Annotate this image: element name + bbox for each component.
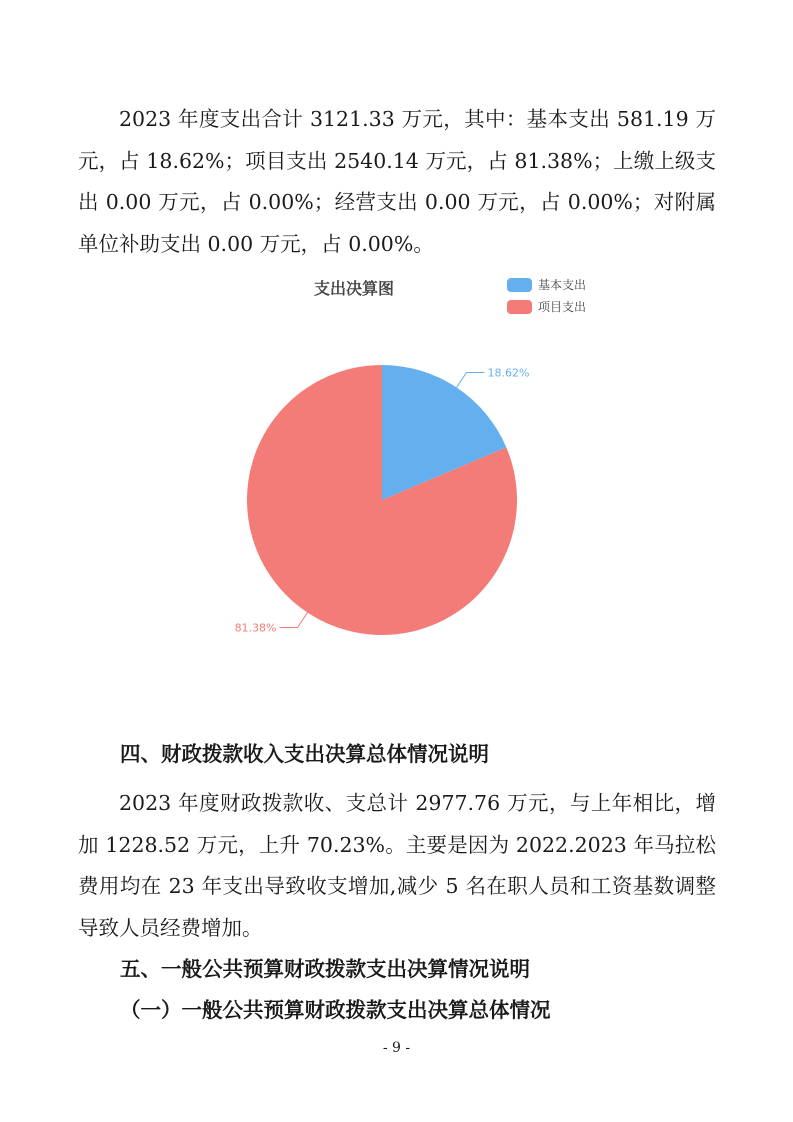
expenditure-pie-chart: [200, 265, 600, 665]
page-number: - 9 -: [382, 1040, 411, 1056]
pie-label-2: 81.38%: [234, 621, 277, 635]
legend-swatch-1: [507, 278, 532, 292]
legend-label-2: 项目支出: [538, 300, 587, 314]
subsection-heading-1: （一）一般公共预算财政拨款支出决算总体情况: [120, 998, 551, 1022]
legend-swatch-2: [507, 300, 532, 314]
chart-legend: [507, 277, 586, 314]
chart-title: 支出决算图: [313, 279, 395, 298]
pie-label-line-2: [280, 613, 308, 628]
paragraph-expenditure-summary: 2023 年度支出合计 3121.33 万元，其中：基本支出 581.19 万元，占 18.62%；项目支出 2540.14 万元，占 81.38%；上缴上级支出 0.00 万元，占 0.00%；经营支出 0.00 万元，占 0.00%；对附属单位补助支出 0.00 万元，占 0.00%。: [78, 107, 716, 256]
pie-label-line-1: [457, 372, 485, 387]
legend-label-1: 基本支出: [538, 278, 587, 292]
paragraph-fiscal-appropriation: 2023 年度财政拨款收、支总计 2977.76 万元，与上年相比，增加 1228.52 万元，上升 70.23%。主要是因为 2022.2023 年马拉松费用均在 23 年支出导致收支增加,减少 5 名在职人员和工资基数调整导致人员经费增加。: [78, 791, 716, 940]
pie-label-1: 18.62%: [487, 366, 530, 380]
section-heading-4: 四、财政拨款收入支出决算总体情况说明: [120, 742, 489, 766]
pie-slices: [247, 365, 517, 635]
section-heading-5: 五、一般公共预算财政拨款支出决算情况说明: [120, 957, 530, 981]
